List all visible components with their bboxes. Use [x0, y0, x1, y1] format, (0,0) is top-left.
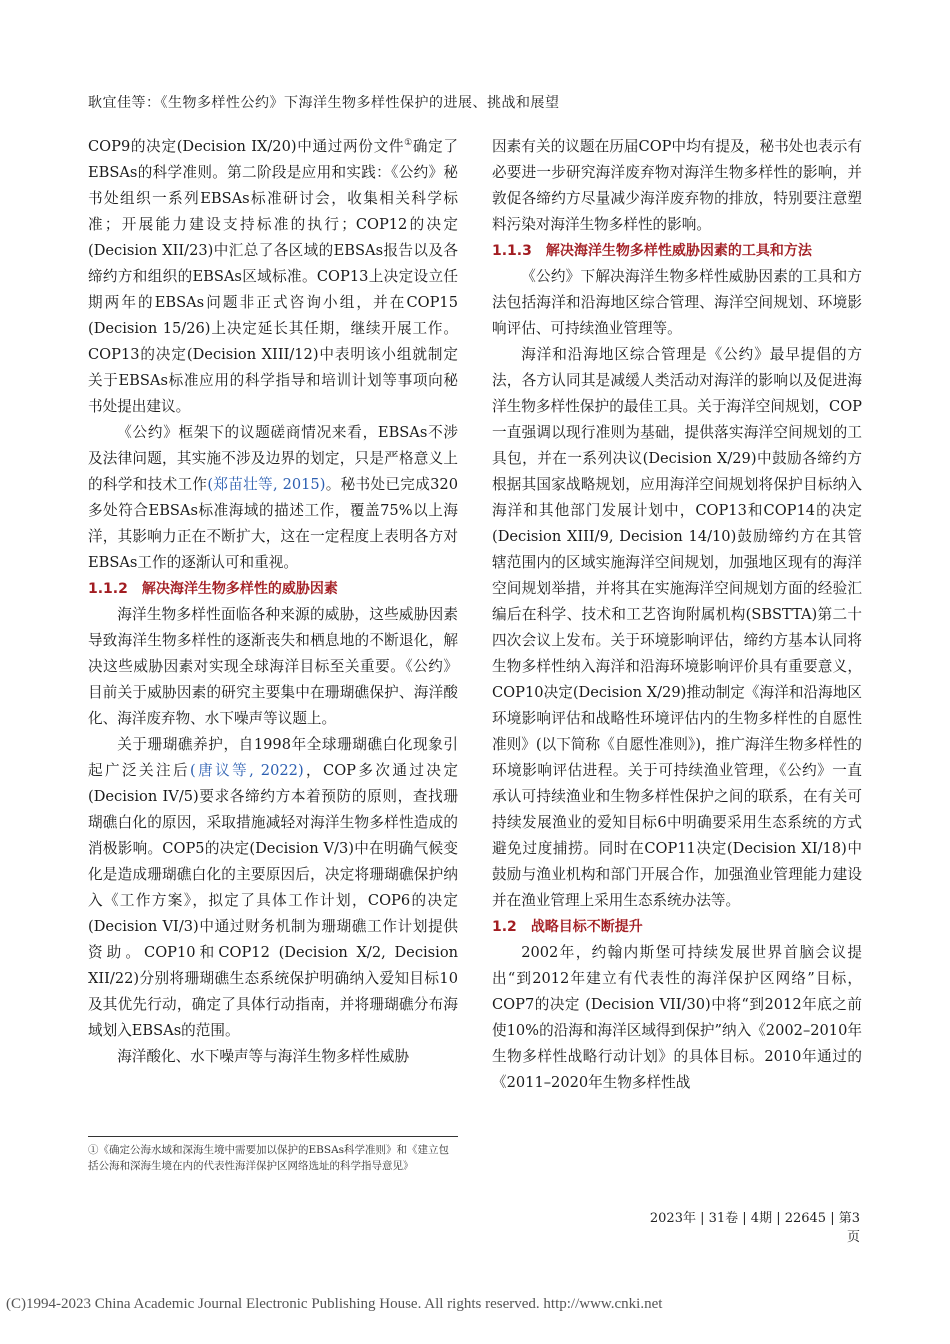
paragraph: 海洋生物多样性面临各种来源的威胁，这些威胁因素导致海洋生物多样性的逐渐丧失和栖息地的不断退化，解决这些威胁因素对实现全球海洋目标至关重要。《公约》目前关于威胁因素的研究主要集中在珊瑚礁保护、海洋酸化、海洋废弃物、水下噪声等议题上。: [88, 606, 458, 727]
page-folio: 2023年 | 31卷 | 4期 | 22645 | 第3页: [649, 1211, 860, 1245]
citation-link[interactable]: (唐议等, 2022): [190, 762, 304, 779]
paragraph: 关于珊瑚礁养护，自1998年全球珊瑚礁白化现象引起广泛关注后(唐议等, 2022)，COP多次通过决定(Decision IV/5)要求各缔约方本着预防的原则，查找珊瑚礁白化的原因，采取措施减轻对海洋生物多样性造成的消极影响。COP5的决定(Decision V/3)中在明确气候变化是造成珊瑚礁白化的主要原因后，决定将珊瑚礁保护纳入《工作方案》，拟定了具体工作计划，COP6的决定(Decision VI/3)中通过财务机制为珊瑚礁工作计划提供资助。COP10和COP12 (Decision X/2, Decision XII/22)分别将珊瑚礁生态系统保护明确纳入爱知目标10及其优先行动，确定了具体行动指南，并将珊瑚礁分布海域划入EBSAs的范围。: [88, 736, 458, 1039]
section-heading: 1.1.2 解决海洋生物多样性的威胁因素: [88, 581, 338, 597]
paragraph: 2002年，约翰内斯堡可持续发展世界首脑会议提出“到2012年建立有代表性的海洋保护区网络”目标，COP7的决定 (Decision VII/30)中将“到2012年底之前使10%的沿海和海洋区域得到保护”纳入《2002–2010年生物多样性战略行动计划》的具体目标。2010年通过的《2011–2020年生物多样性战: [492, 944, 862, 1091]
paragraph: 海洋酸化、水下噪声等与海洋生物多样性威胁: [117, 1048, 410, 1065]
citation-link[interactable]: (郑苗壮等, 2015): [207, 476, 326, 493]
footnote-divider: [88, 1136, 458, 1137]
footnote-marker[interactable]: ①: [404, 138, 413, 149]
section-heading: 1.1.3 解决海洋生物多样性威胁因素的工具和方法: [492, 243, 812, 259]
left-column: [88, 134, 458, 1070]
paragraph: 海洋和沿海地区综合管理是《公约》最早提倡的方法，各方认同其是减缓人类活动对海洋的影响以及促进海洋生物多样性保护的最佳工具。关于海洋空间规划，COP一直强调以现行准则为基础，提供落实海洋空间规划的工具包，并在一系列决议(Decision X/29)中鼓励各缔约方根据其国家战略规划，应用海洋空间规划将保护目标纳入海洋和其他部门发展计划中，COP13和COP14的决定(Decision XIII/9, Decision 14/10)鼓励缔约方在其管辖范围内的区域实施海洋空间规划，加强地区现有的海洋空间规划举措，并将其在实施海洋空间规划方面的经验汇编后在科学、技术和工艺咨询附属机构(SBSTTA)第二十四次会议上发布。关于环境影响评估，缔约方基本认同将生物多样性纳入海洋和沿海环境影响评价具有重要意义，COP10决定(Decision X/29)推动制定《海洋和沿海地区环境影响评估和战略性环境评估内的生物多样性的自愿性准则》(以下简称《自愿性准则》)，推广海洋生物多样性的环境影响评估进程。关于可持续渔业管理，《公约》一直承认可持续渔业和生物多样性保护之间的联系，在有关可持续发展渔业的爱知目标6中明确要采用生态系统的方式避免过度捕捞。同时在COP11决定(Decision XI/18)中鼓励与渔业机构和部门开展合作，加强渔业管理能力建设并在渔业管理上采用生态系统办法等。: [492, 346, 862, 909]
footnote: ①《确定公海水域和深海生境中需要加以保护的EBSAs科学准则》和《建立包括公海和深海生境在内的代表性海洋保护区网络选址的科学指导意见》: [88, 1144, 450, 1172]
copyright-notice: (C)1994-2023 China Academic Journal Electronic Publishing House. All rights reserved. http://www.cnki.net: [6, 1296, 663, 1312]
running-header: 耿宜佳等：《生物多样性公约》下海洋生物多样性保护的进展、挑战和展望: [88, 95, 560, 111]
paragraph: 《公约》下解决海洋生物多样性威胁因素的工具和方法包括海洋和沿海地区综合管理、海洋空间规划、环境影响评估、可持续渔业管理等。: [492, 268, 862, 337]
right-column: [492, 134, 862, 1096]
section-heading: 1.2 战略目标不断提升: [492, 919, 643, 935]
paragraph: 《公约》框架下的议题磋商情况来看，EBSAs不涉及法律问题，其实施不涉及边界的划定，只是严格意义上的科学和技术工作(郑苗壮等, 2015)。秘书处已完成320多处符合EBSAs标准海域的描述工作，覆盖75%以上海洋，其影响力正在不断扩大，这在一定程度上表明各方对EBSAs工作的逐渐认可和重视。: [88, 424, 458, 571]
paragraph: COP9的决定(Decision IX/20)中通过两份文件①确定了EBSAs的科学准则。第二阶段是应用和实践：《公约》秘书处组织一系列EBSAs标准研讨会，收集相关科学标准；开展能力建设支持标准的执行；COP12的决定(Decision XII/23)中汇总了各区域的EBSAs报告以及各缔约方和组织的EBSAs区域标准。COP13上决定设立任期两年的EBSAs问题非正式咨询小组，并在COP15 (Decision 15/26)上决定延长其任期，继续开展工作。COP13的决定(Decision XIII/12)中表明该小组就制定关于EBSAs标准应用的科学指导和培训计划等事项向秘书处提出建议。: [88, 138, 458, 415]
paragraph: 因素有关的议题在历届COP中均有提及，秘书处也表示有必要进一步研究海洋废弃物对海洋生物多样性的影响，并敦促各缔约方尽量减少海洋废弃物的排放，特别要注意塑料污染对海洋生物多样性的影响。: [492, 138, 862, 233]
